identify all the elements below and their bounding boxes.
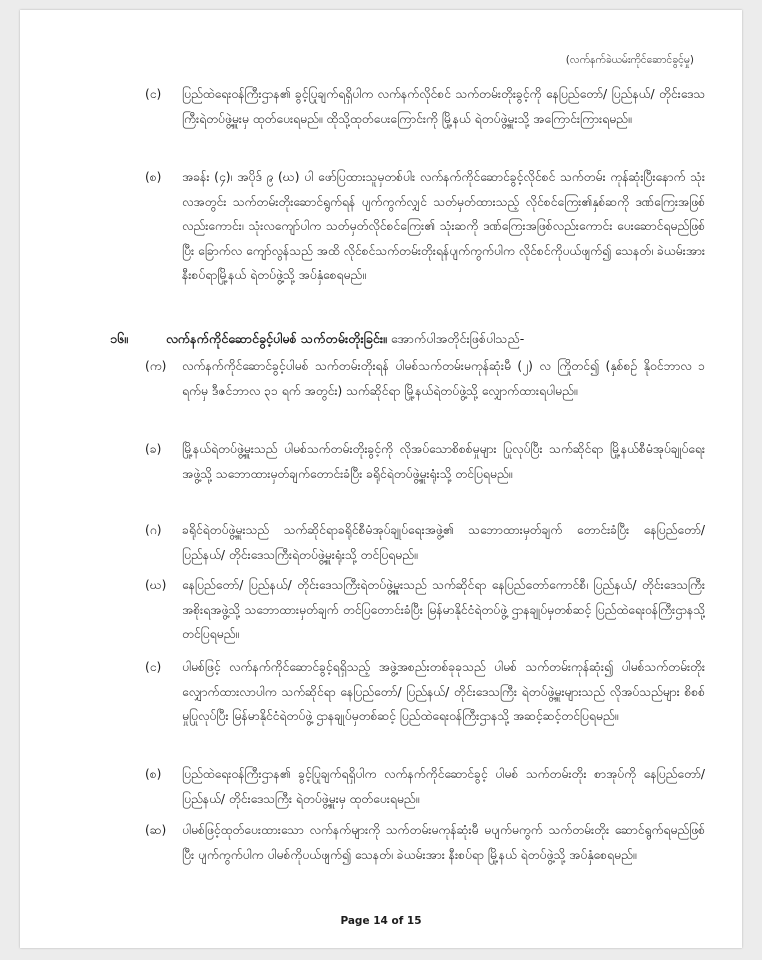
item-text: ပါမစ်ဖြင့်ထုတ်ပေးထားသော လက်နက်များကို သက်တမ်းမကုန်ဆုံးမီ မပျက်မကွက် သက်တမ်းတိုး ဆောင်ရွက်ရမည်ဖြစ်ပြီး ပျက်ကွက်ပါက ပါမစ်ကိုပယ်ဖျက်၍ သေနတ်၊ ခဲယမ်းအား နီးစပ်ရာ မြို့နယ် ရဲတပ်ဖွဲ့သို့ အပ်နှံစေရမည်။ [182,823,705,862]
item-text: ခရိုင်ရဲတပ်ဖွဲ့မှူးသည် သက်ဆိုင်ရာခရိုင်စီမံအုပ်ချုပ်ရေးအဖွဲ့၏ သဘောထားမှတ်ချက် တောင်းခံပြီး နေပြည်တော်/ ပြည်နယ်/ တိုင်းဒေသကြီးရဲတပ်ဖွဲ့မှူးရုံးသို့ တင်ပြရမည်။ [182,523,705,562]
item-text: နေပြည်တော်/ ပြည်နယ်/ တိုင်းဒေသကြီးရဲတပ်ဖွဲ့မှူးသည် သက်ဆိုင်ရာ နေပြည်တော်ကောင်စီ၊ ပြည်နယ်/ တိုင်းဒေသကြီးအစိုးရအဖွဲ့သို့ သဘောထားမှတ်ချက် တင်ပြတောင်းခံပြီး မြန်မာနိုင်ငံရဲတပ်ဖွဲ့ ဌာနချုပ်မှတစ်ဆင့် ပြည်ထဲရေးဝန်ကြီးဌာနသို့ တင်ပြရမည်။ [182,578,705,641]
item-marker: (င) [145,660,162,674]
item-marker: (ဆ) [145,823,167,837]
item-marker: (က) [145,359,167,373]
section-intro: အောက်ပါအတိုင်းဖြစ်ပါသည်- [390,331,525,346]
item-text: ပါမစ်ဖြင့် လက်နက်ကိုင်ဆောင်ခွင့်ရရှိသည့် အဖွဲ့အစည်းတစ်ခုခုသည် ပါမစ် သက်တမ်းကုန်ဆုံး၍ ပါမစ်သက်တမ်းတိုးလျှောက်ထားလာပါက သက်ဆိုင်ရာ နေပြည်တော်/ ပြည်နယ်/ တိုင်းဒေသကြီး ရဲတပ်ဖွဲ့မှူးများသည် လိုအပ်သည်များ စိစစ်မှုပြုလုပ်ပြီး မြန်မာနိုင်ငံရဲတပ်ဖွဲ့ ဌာနချုပ်မှတစ်ဆင့် ပြည်ထဲရေးဝန်ကြီးဌာနသို့ အဆင့်ဆင့်တင်ပြရမည်။ [182,660,705,723]
item-marker: (ဃ) [145,578,167,592]
header-note: (လက်နက်ခဲယမ်းကိုင်ဆောင်ခွင့်မှု) [565,54,694,66]
item-marker: (စ) [145,170,162,184]
item-text: အခန်း (၄)၊ အပိုဒ် ၉ (ဃ) ပါ ဖော်ပြထားသူမှတစ်ပါး လက်နက်ကိုင်ဆောင်ခွင့်လိုင်စင် သက်တမ်း ကုန်ဆုံးပြီးနောက် သုံးလအတွင်း သက်တမ်းတိုးဆောင်ရွက်ရန် ပျက်ကွက်လျှင် သတ်မှတ်ထားသည့် လိုင်စင်ကြေး၏နှစ်ဆကို ဒဏ်ကြေးအဖြစ်လည်းကောင်း၊ သုံးလကျော်ပါက သတ်မှတ်လိုင်စင်ကြေး၏ သုံးဆကို ဒဏ်ကြေးအဖြစ်လည်းကောင်း ပေးဆောင်ရမည်ဖြစ်ပြီး ခြောက်လ ကျော်လွန်သည် အထိ လိုင်စင်သက်တမ်းတိုးရန်ပျက်ကွက်ပါက လိုင်စင်ကိုပယ်ဖျက်၍ သေနတ်၊ ခဲယမ်းအား နီးစပ်ရာမြို့နယ် ရဲတပ်ဖွဲ့သို့ အပ်နှံစေရမည်။ [182,170,705,282]
item-text: ပြည်ထဲရေးဝန်ကြီးဌာန၏ ခွင့်ပြုချက်ရရှိပါက လက်နက်ကိုင်ဆောင်ခွင့် ပါမစ် သက်တမ်းတိုး စာအုပ်ကို နေပြည်တော်/ ပြည်နယ်/ တိုင်းဒေသကြီး ရဲတပ်ဖွဲ့မှူးမှ ထုတ်ပေးရမည်။ [182,767,705,806]
item-text: မြို့နယ်ရဲတပ်ဖွဲ့မှူးသည် ပါမစ်သက်တမ်းတိုးခွင့်ကို လိုအပ်သောစိစစ်မှုများ ပြုလုပ်ပြီး သက်ဆိုင်ရာ မြို့နယ်စီမံအုပ်ချုပ်ရေးအဖွဲ့သို့ သဘောထားမှတ်ချက်တောင်းခံပြီး ခရိုင်ရဲတပ်ဖွဲ့မှူးရုံးသို့ တင်ပြရမည်။ [182,442,705,481]
page-number: Page 14 of 15 [340,915,422,927]
section-number: ၁၆။ [110,331,128,346]
item-marker: (ခ) [145,442,162,456]
section-heading [166,327,524,351]
item-marker: (စ) [145,767,162,781]
item-marker: (င) [145,87,162,101]
item-text: ပြည်ထဲရေးဝန်ကြီးဌာန၏ ခွင့်ပြုချက်ရရှိပါက လက်နက်လိုင်စင် သက်တမ်းတိုးခွင့်ကို နေပြည်တော်/ ပြည်နယ်/ တိုင်းဒေသကြီးရဲတပ်ဖွဲ့မှူးမှ ထုတ်ပေးရမည်။ ထိုသို့ထုတ်ပေးကြောင်းကို မြို့နယ် ရဲတပ်ဖွဲ့မှူးသို့ အကြောင်းကြားရမည်။ [182,87,705,126]
item-text: လက်နက်ကိုင်ဆောင်ခွင့်ပါမစ် သက်တမ်းတိုးရန် ပါမစ်သက်တမ်းမကုန်ဆုံးမီ (၂) လ ကြိုတင်၍ (နှစ်စဉ် နိုဝင်ဘာလ ၁ ရက်မှ ဒီဇင်ဘာလ ၃၁ ရက် အတွင်း) သက်ဆိုင်ရာ မြို့နယ်ရဲတပ်ဖွဲ့သို့ လျှောက်ထားရပါမည်။ [182,359,705,398]
document-page [20,10,742,948]
section-title: လက်နက်ကိုင်ဆောင်ခွင့်ပါမစ် သက်တမ်းတိုးခြင်း။ [166,331,387,346]
item-marker: (ဂ) [145,523,162,537]
